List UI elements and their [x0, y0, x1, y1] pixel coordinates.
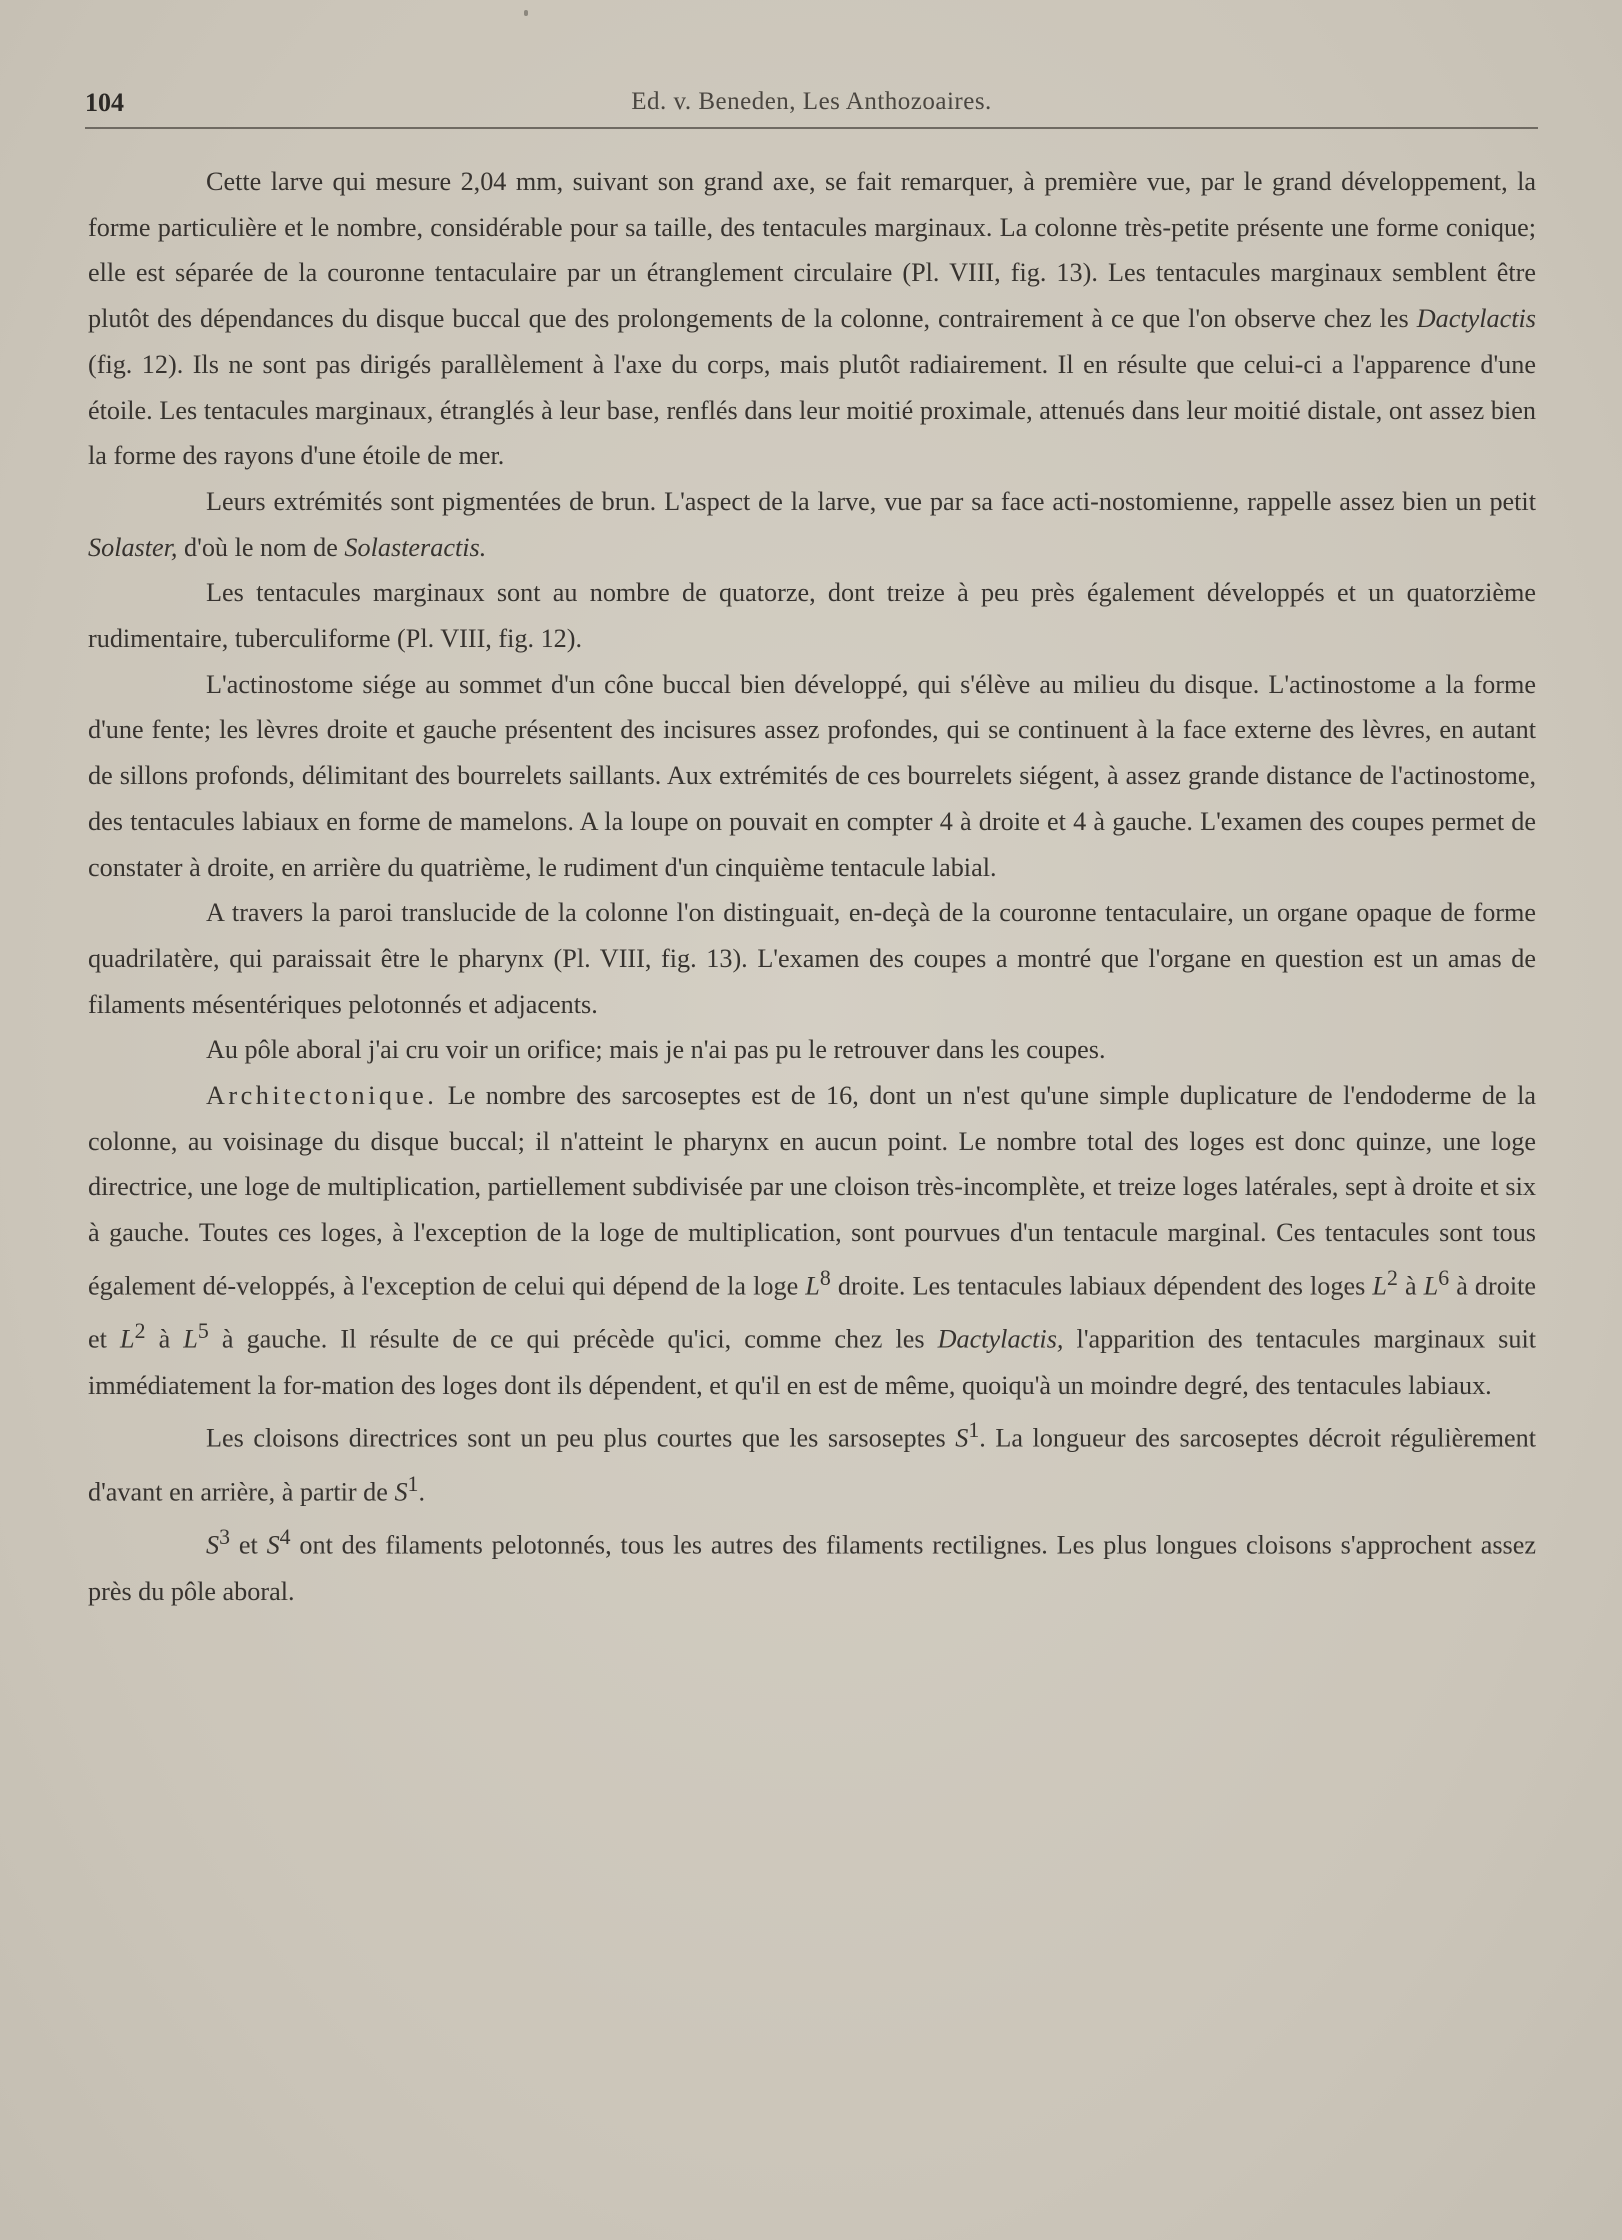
superscript: 5: [197, 1319, 209, 1344]
paragraph-text: l'apparition des tentacules marginaux suit immédiatement la for-mation des loges dont ils dépendent, et qu'il en est de même, quoiqu'à un moindre degré, des tentacules labiaux.: [88, 1325, 1537, 1400]
superscript: 1: [968, 1418, 980, 1443]
paragraph-1: [88, 159, 1536, 479]
symbol: L: [1372, 1271, 1387, 1301]
symbol: L: [183, 1325, 198, 1355]
paragraph-text: A travers la paroi translucide de la colonne l'on distinguait, en-deçà de la couronne tentaculaire, un organe opaque de forme quadrilatère, qui paraissait être le pharynx (Pl. VIII, fig. 13). L'examen des coupes a montré que l'organe en question est un amas de filaments mésentériques pelotonnés et adjacents.: [88, 898, 1536, 1019]
paragraph-text: et: [230, 1531, 267, 1561]
paragraph-text: à droite et: [88, 1271, 1537, 1355]
paragraph-text: .: [418, 1477, 425, 1507]
paragraph-text: . La longueur des sarcoseptes décroit régulièrement d'avant en arrière, à partir de: [88, 1424, 1536, 1507]
paragraph-text: L'actinostome siége au sommet d'un cône buccal bien développé, qui s'élève au milieu du disque. L'actinostome a la forme d'une fente; les lèvres droite et gauche présentent des incisures assez profondes, qui se continuent à la face externe des lèvres, en autant de sillons profonds, délimitant des bourrelets saillants. Aux extrémités de ces bourrelets siégent, à assez grande distance de l'actinostome, des tentacules labiaux en forme de mamelons. A la loupe on pouvait en compter 4 à droite et 4 à gauche. L'examen des coupes permet de constater à droite, en arrière du quatrième, le rudiment d'un cinquième tentacule labial.: [88, 669, 1536, 882]
superscript: 3: [219, 1525, 231, 1550]
genus-name: Solaster,: [88, 532, 178, 562]
paragraph-6: [88, 1027, 1536, 1073]
superscript: 2: [1386, 1265, 1398, 1290]
paragraph-text: à gauche. Il résulte de ce qui précède qu'ici, comme chez les: [208, 1325, 938, 1355]
running-title: Ed. v. Beneden, Les Anthozoaires.: [631, 88, 992, 115]
genus-name: Dactylactis,: [937, 1325, 1064, 1355]
paragraph-text: d'où le nom de: [177, 532, 345, 562]
paragraph-9: [88, 1515, 1536, 1614]
genus-name: Solasteractis.: [344, 532, 487, 562]
page-number: 104: [85, 88, 124, 117]
page-header: [85, 88, 1538, 128]
paragraph-text: Le nombre des sarcoseptes est de 16, dont un n'est qu'une simple duplicature de l'endoderme de la colonne, au voisinage du disque buccal; il n'atteint le pharynx en aucun point. Le nombre total des loges est donc quinze, une loge directrice, une loge de multiplication, partiellement subdivisée par une cloison très-incomplète, et treize loges latérales, sept à droite et six à gauche. Toutes ces loges, à l'exception de la loge de multiplication, sont pourvues d'un tentacule marginal. Ces tentacules sont tous également dé-veloppés, à l'exception de celui qui dépend de la loge: [88, 1081, 1536, 1301]
superscript: 4: [279, 1525, 291, 1550]
superscript: 6: [1438, 1265, 1450, 1290]
paragraph-2: [88, 479, 1536, 570]
paragraph-8: [88, 1408, 1536, 1515]
symbol: S: [394, 1477, 408, 1507]
paragraph-7: [88, 1073, 1536, 1408]
body-text: [88, 159, 1536, 1614]
symbol: S: [955, 1424, 969, 1454]
paragraph-5: [88, 890, 1536, 1027]
symbol: S: [206, 1531, 220, 1561]
header-rule: [85, 127, 1538, 129]
paragraph-text: (fig. 12). Ils ne sont pas dirigés parallèlement à l'axe du corps, mais plutôt radiairement. Il en résulte que celui-ci a l'apparence d'une étoile. Les tentacules marginaux, étranglés à leur base, renflés dans leur moitié proximale, attenués dans leur moitié distale, ont assez bien la forme des rayons d'une étoile de mer.: [88, 349, 1536, 471]
section-heading: Architectonique.: [206, 1081, 438, 1111]
paragraph-text: ont des filaments pelotonnés, tous les autres des filaments rectilignes. Les plus longues cloisons s'approchent assez près du pôle aboral.: [88, 1531, 1536, 1606]
superscript: 2: [134, 1319, 146, 1344]
paragraph-text: à: [145, 1325, 184, 1355]
paragraph-text: Au pôle aboral j'ai cru voir un orifice; mais je n'ai pas pu le retrouver dans les coupes.: [206, 1035, 1106, 1065]
paragraph-text: droite. Les tentacules labiaux dépendent des loges: [830, 1271, 1373, 1301]
paragraph-text: Cette larve qui mesure 2,04 mm, suivant son grand axe, se fait remarquer, à première vue, par le grand développement, la forme particulière et le nombre, considérable pour sa taille, des tentacules marginaux. La colonne très-petite présente une forme conique; elle est séparée de la couronne tentaculaire par un étranglement circulaire (Pl. VIII, fig. 13). Les tentacules marginaux semblent être plutôt des dépendances du disque buccal que des prolongements de la colonne, contrairement à ce que l'on observe chez les: [88, 167, 1536, 334]
paragraph-3: [88, 570, 1536, 661]
paragraph-text: Leurs extrémités sont pigmentées de brun. L'aspect de la larve, vue par sa face acti-nostomienne, rappelle assez bien un petit: [206, 486, 1536, 516]
symbol: L: [1423, 1271, 1439, 1301]
page-speck: [524, 10, 528, 16]
paragraph-4: [88, 662, 1536, 891]
paragraph-text: Les tentacules marginaux sont au nombre de quatorze, dont treize à peu près également développés et un quatorzième rudimentaire, tuberculiforme (Pl. VIII, fig. 12).: [88, 578, 1536, 654]
paragraph-text: Les cloisons directrices sont un peu plus courtes que les sarsoseptes: [206, 1424, 956, 1454]
symbol: L: [120, 1325, 135, 1355]
symbol: S: [266, 1531, 280, 1561]
genus-name: Dactylactis: [1416, 304, 1536, 334]
paragraph-text: à: [1397, 1271, 1424, 1301]
symbol: L: [805, 1271, 820, 1301]
superscript: 1: [407, 1471, 419, 1496]
superscript: 8: [819, 1265, 831, 1290]
